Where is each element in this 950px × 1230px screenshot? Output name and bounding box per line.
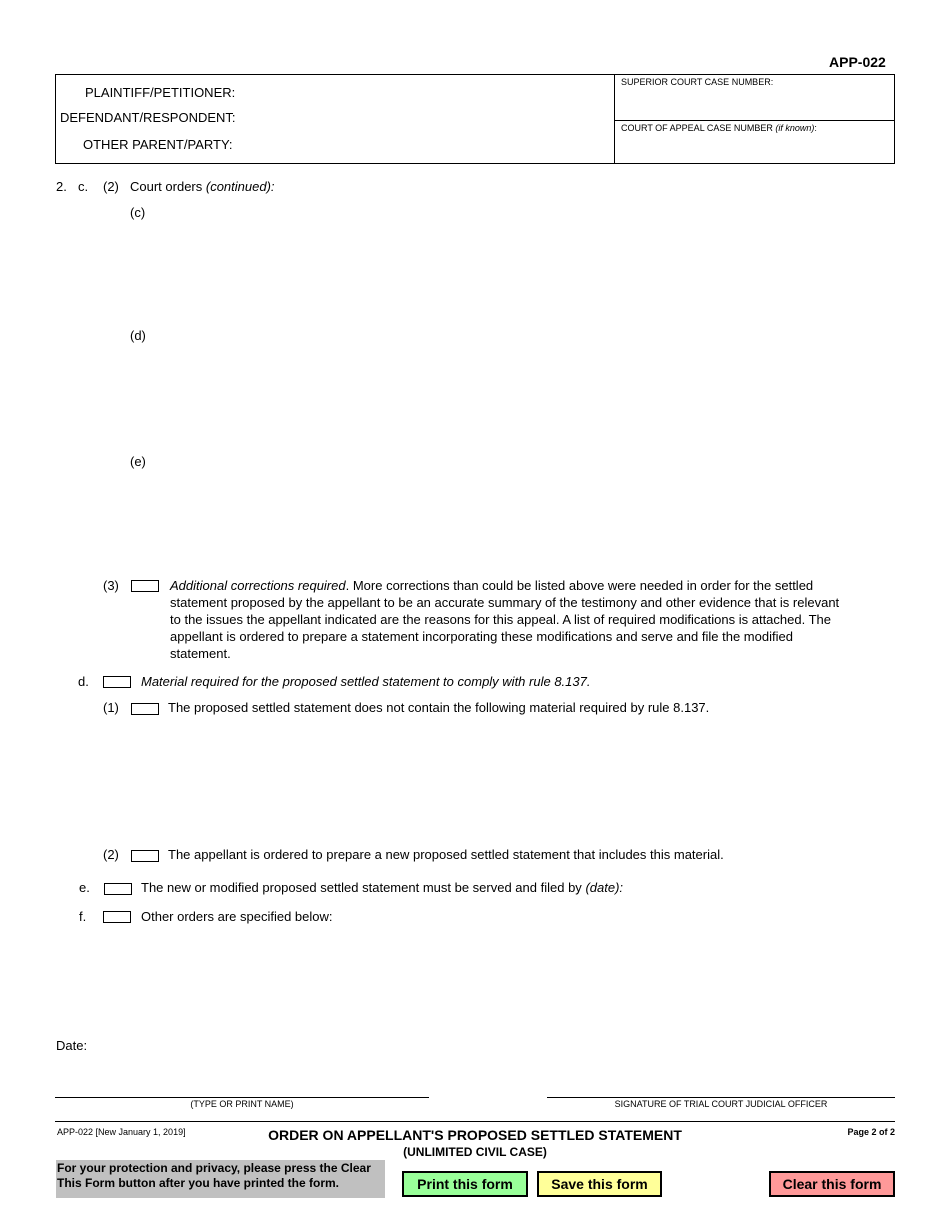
- save-form-button[interactable]: Save this form: [537, 1171, 662, 1197]
- order-e-label: (e): [130, 454, 146, 469]
- signature-caption: SIGNATURE OF TRIAL COURT JUDICIAL OFFICER: [614, 1099, 828, 1109]
- superior-case-field[interactable]: [618, 90, 890, 116]
- order-c-field[interactable]: [160, 202, 890, 312]
- plaintiff-label: PLAINTIFF/PETITIONER:: [85, 85, 236, 100]
- caption-divider: [614, 74, 615, 164]
- appeal-case-label: COURT OF APPEAL CASE NUMBER (if known):: [621, 123, 817, 133]
- name-line: [55, 1097, 429, 1098]
- date-label: Date:: [56, 1038, 88, 1053]
- item-c-letter: c.: [78, 179, 89, 194]
- privacy-notice: For your protection and privacy, please press the Clear This Form button after you have printed the form.: [56, 1160, 385, 1198]
- appeal-case-field[interactable]: [618, 136, 890, 160]
- caption-hdivider: [614, 120, 895, 121]
- sub-item-2: (2): [103, 179, 119, 194]
- filing-date-field[interactable]: [665, 877, 890, 897]
- material-required-checkbox[interactable]: [103, 676, 131, 688]
- d2-text: The appellant is ordered to prepare a new proposed settled statement that includes this material.: [168, 847, 724, 862]
- d1-checkbox[interactable]: [131, 703, 159, 715]
- form-title: ORDER ON APPELLANT'S PROPOSED SETTLED STATEMENT: [268, 1127, 682, 1143]
- date-field[interactable]: [92, 1035, 292, 1055]
- other-orders-text: Other orders are specified below:: [141, 909, 333, 924]
- d2-checkbox[interactable]: [131, 850, 159, 862]
- d1-number: (1): [103, 700, 119, 715]
- print-form-button[interactable]: Print this form: [402, 1171, 528, 1197]
- defendant-field[interactable]: [232, 107, 608, 127]
- additional-corrections-checkbox[interactable]: [131, 580, 159, 592]
- item-f-letter: f.: [79, 909, 87, 924]
- additional-corrections-text: Additional corrections required. More corrections than could be listed above were needed in order for the settled statement proposed by the appellant to be an accurate summary of the testimony and other evidence that is relevant to the issues the appellant indicated are the reasons for this appeal. A list of required modifications is attached. The appellant is ordered to prepare a statement incorporating these modifications and serve and file the modified statement.: [170, 578, 840, 661]
- item-e-letter: e.: [79, 880, 90, 895]
- other-orders-field[interactable]: [141, 928, 890, 1028]
- name-caption: (TYPE OR PRINT NAME): [190, 1099, 294, 1109]
- other-party-field[interactable]: [232, 134, 608, 154]
- clear-form-button[interactable]: Clear this form: [769, 1171, 895, 1197]
- sub-item-3: (3): [103, 578, 119, 593]
- name-field[interactable]: [55, 1074, 429, 1096]
- section-number: 2.: [56, 179, 67, 194]
- filing-date-text: The new or modified proposed settled statement must be served and filed by (date):: [141, 880, 624, 895]
- signature-line: [547, 1097, 895, 1098]
- page-number: Page 2 of 2: [847, 1127, 895, 1137]
- order-e-field[interactable]: [160, 451, 890, 566]
- order-c-label: (c): [130, 205, 146, 220]
- material-required-title: Material required for the proposed settled statement to comply with rule 8.137.: [141, 674, 591, 689]
- footer-rule: [55, 1121, 895, 1122]
- filing-date-checkbox[interactable]: [104, 883, 132, 895]
- d1-material-field[interactable]: [168, 720, 890, 838]
- form-revision: APP-022 [New January 1, 2019]: [57, 1127, 186, 1137]
- other-party-label: OTHER PARENT/PARTY:: [83, 137, 233, 152]
- superior-case-label: SUPERIOR COURT CASE NUMBER:: [621, 77, 774, 87]
- form-subtitle: (UNLIMITED CIVIL CASE): [403, 1145, 547, 1159]
- item-d-letter: d.: [78, 674, 89, 689]
- form-id: APP-022: [829, 54, 886, 70]
- defendant-label: DEFENDANT/RESPONDENT:: [60, 110, 236, 125]
- order-d-field[interactable]: [160, 325, 890, 440]
- court-orders-heading: Court orders (continued):: [130, 179, 275, 194]
- plaintiff-field[interactable]: [232, 82, 608, 102]
- d1-text: The proposed settled statement does not contain the following material required by rule 8.137.: [168, 700, 710, 715]
- other-orders-checkbox[interactable]: [103, 911, 131, 923]
- d2-number: (2): [103, 847, 119, 862]
- order-d-label: (d): [130, 328, 146, 343]
